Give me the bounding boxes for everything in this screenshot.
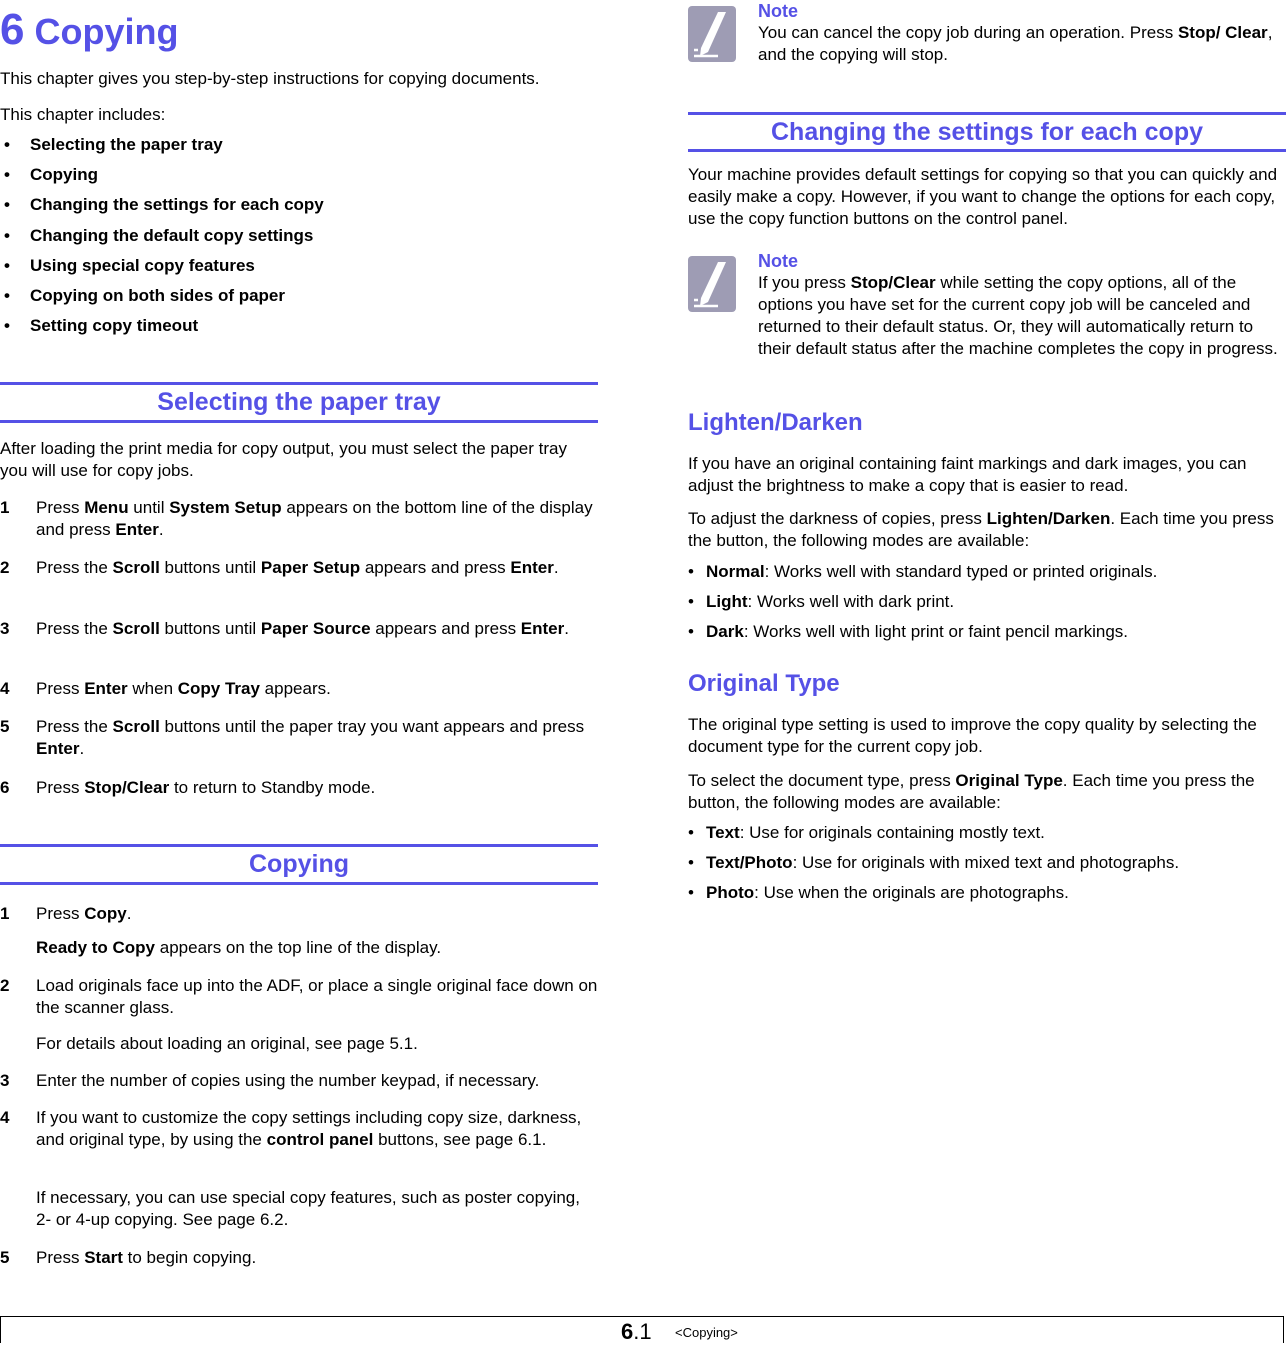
- step-number: 4: [0, 1108, 10, 1127]
- note-box: [688, 250, 1286, 382]
- bullet-icon: •: [688, 853, 694, 872]
- mode-list-item: • Light: Works well with dark print.: [688, 592, 955, 611]
- bullet-icon: •: [688, 823, 694, 842]
- paper-tray-step: 1 Press Menu until System Setup appears on the bottom line of the display and press Enter.: [0, 498, 593, 539]
- section-heading-copying: Copying: [0, 844, 598, 885]
- toc-item[interactable]: [0, 134, 590, 164]
- footer-chapter-label: <Copying>: [675, 1325, 738, 1340]
- note-pencil-icon: [688, 256, 736, 312]
- toc-item[interactable]: [0, 315, 590, 345]
- page-number: 6.1: [621, 1319, 652, 1344]
- toc-item[interactable]: [0, 255, 590, 285]
- step-number: 3: [0, 619, 10, 638]
- page-footer: [0, 1316, 1284, 1343]
- copying-step: 5 Press Start to begin copying.: [0, 1248, 257, 1267]
- step-number: 2: [0, 558, 10, 577]
- bullet-icon: •: [4, 285, 10, 305]
- toc-link[interactable]: Copying: [30, 165, 98, 185]
- lighten-paragraph: If you have an original containing faint markings and dark images, you can adjust the brightness to make a copy that is easier to read.: [688, 454, 1247, 495]
- mode-list-item: • Normal: Works well with standard typed or printed originals.: [688, 562, 1158, 581]
- copying-step: 3 Enter the number of copies using the number keypad, if necessary.: [0, 1071, 540, 1090]
- note-title: Note: [758, 251, 798, 271]
- paper-tray-step: 5 Press the Scroll buttons until the paper tray you want appears and press Enter.: [0, 717, 585, 758]
- toc-item[interactable]: [0, 194, 590, 224]
- copying-step: 4 If you want to customize the copy settings including copy size, darkness, and original type, by using the control panel buttons, see page 6.1.: [0, 1108, 582, 1149]
- step-number: 3: [0, 1071, 10, 1090]
- type-list-item: • Photo: Use when the originals are photographs.: [688, 883, 1069, 902]
- step-number: 5: [0, 1248, 10, 1267]
- step-number: 2: [0, 976, 10, 995]
- paper-tray-step: 4 Press Enter when Copy Tray appears.: [0, 679, 331, 698]
- paper-tray-step: 2 Press the Scroll buttons until Paper Setup appears and press Enter.: [0, 558, 559, 577]
- step-number: 5: [0, 717, 10, 736]
- lighten-instruction: To adjust the darkness of copies, press Lighten/Darken. Each time you press the button, the following modes are available:: [688, 509, 1274, 550]
- bullet-icon: •: [4, 195, 10, 215]
- type-list-item: • Text/Photo: Use for originals with mixed text and photographs.: [688, 853, 1180, 872]
- step-number: 4: [0, 679, 10, 698]
- bullet-icon: •: [4, 316, 10, 336]
- note-pencil-icon: [688, 6, 736, 62]
- step-number: 6: [0, 778, 10, 797]
- each-copy-intro: Your machine provides default settings for copying so that you can quickly and easily make a copy. However, if you want to change the options for each copy, use the copy function buttons on the control panel.: [688, 165, 1278, 228]
- section-heading-each-copy: Changing the settings for each copy: [688, 112, 1286, 152]
- subheading-lighten-darken: Lighten/Darken: [688, 409, 863, 436]
- subheading-original-type: Original Type: [688, 670, 840, 697]
- chapter-title: [0, 5, 179, 54]
- bullet-icon: •: [688, 883, 694, 902]
- note-body: If you press Stop/Clear while setting the copy options, all of the options you have set for the current copy job will be canceled and returned to their default status. Or, they will automatically return to their default status after the machine completes the copy in progress.: [758, 273, 1278, 358]
- bullet-icon: •: [4, 135, 10, 154]
- chapter-number: 6: [0, 5, 25, 54]
- mode-list-item: • Dark: Works well with light print or faint pencil markings.: [688, 622, 1129, 641]
- bullet-icon: •: [688, 622, 694, 641]
- chapter-name: Copying: [34, 11, 179, 52]
- step-number: 1: [0, 498, 10, 517]
- toc-link[interactable]: Changing the settings for each copy: [30, 195, 324, 215]
- note-body: You can cancel the copy job during an operation. Press Stop/ Clear, and the copying will stop.: [758, 23, 1273, 64]
- toc-link[interactable]: Selecting the paper tray: [30, 135, 223, 154]
- note-box: [688, 0, 1286, 70]
- toc-link[interactable]: Copying on both sides of paper: [30, 285, 285, 305]
- original-type-paragraph: The original type setting is used to improve the copy quality by selecting the document type for the current copy job.: [688, 715, 1257, 756]
- toc-item[interactable]: [0, 225, 590, 255]
- copying-step-detail: Ready to Copy appears on the top line of the display.: [36, 938, 442, 957]
- chapter-toc: [0, 134, 590, 345]
- type-list-item: • Text: Use for originals containing mostly text.: [688, 823, 1045, 842]
- paper-tray-step: 3 Press the Scroll buttons until Paper Source appears and press Enter.: [0, 619, 569, 638]
- paper-tray-intro: After loading the print media for copy output, you must select the paper tray you will use for copy jobs.: [0, 439, 567, 480]
- toc-item[interactable]: [0, 164, 590, 194]
- copying-step-detail: If necessary, you can use special copy features, such as poster copying, 2- or 4-up copying. See page 6.2.: [36, 1188, 580, 1229]
- original-type-instruction: To select the document type, press Original Type. Each time you press the button, the following modes are available:: [688, 771, 1255, 812]
- step-number: 1: [0, 904, 10, 923]
- bullet-icon: •: [4, 225, 10, 245]
- toc-link[interactable]: Changing the default copy settings: [30, 225, 314, 245]
- intro-includes: This chapter includes:: [0, 105, 166, 124]
- copying-step: 1 Press Copy.: [0, 904, 132, 923]
- copying-step: 2 Load originals face up into the ADF, or place a single original face down on the scanner glass.: [0, 976, 598, 1017]
- note-title: Note: [758, 1, 798, 21]
- toc-link[interactable]: Setting copy timeout: [30, 316, 199, 336]
- toc-item[interactable]: [0, 285, 590, 315]
- bullet-icon: •: [4, 255, 10, 275]
- copying-step-detail: For details about loading an original, see page 5.1.: [36, 1034, 418, 1053]
- bullet-icon: •: [688, 562, 694, 581]
- bullet-icon: •: [688, 592, 694, 611]
- intro-paragraph: This chapter gives you step-by-step instructions for copying documents.: [0, 69, 540, 88]
- bullet-icon: •: [4, 165, 10, 185]
- toc-link[interactable]: Using special copy features: [30, 255, 255, 275]
- section-heading-paper-tray: Selecting the paper tray: [0, 382, 598, 423]
- paper-tray-step: 6 Press Stop/Clear to return to Standby mode.: [0, 778, 376, 797]
